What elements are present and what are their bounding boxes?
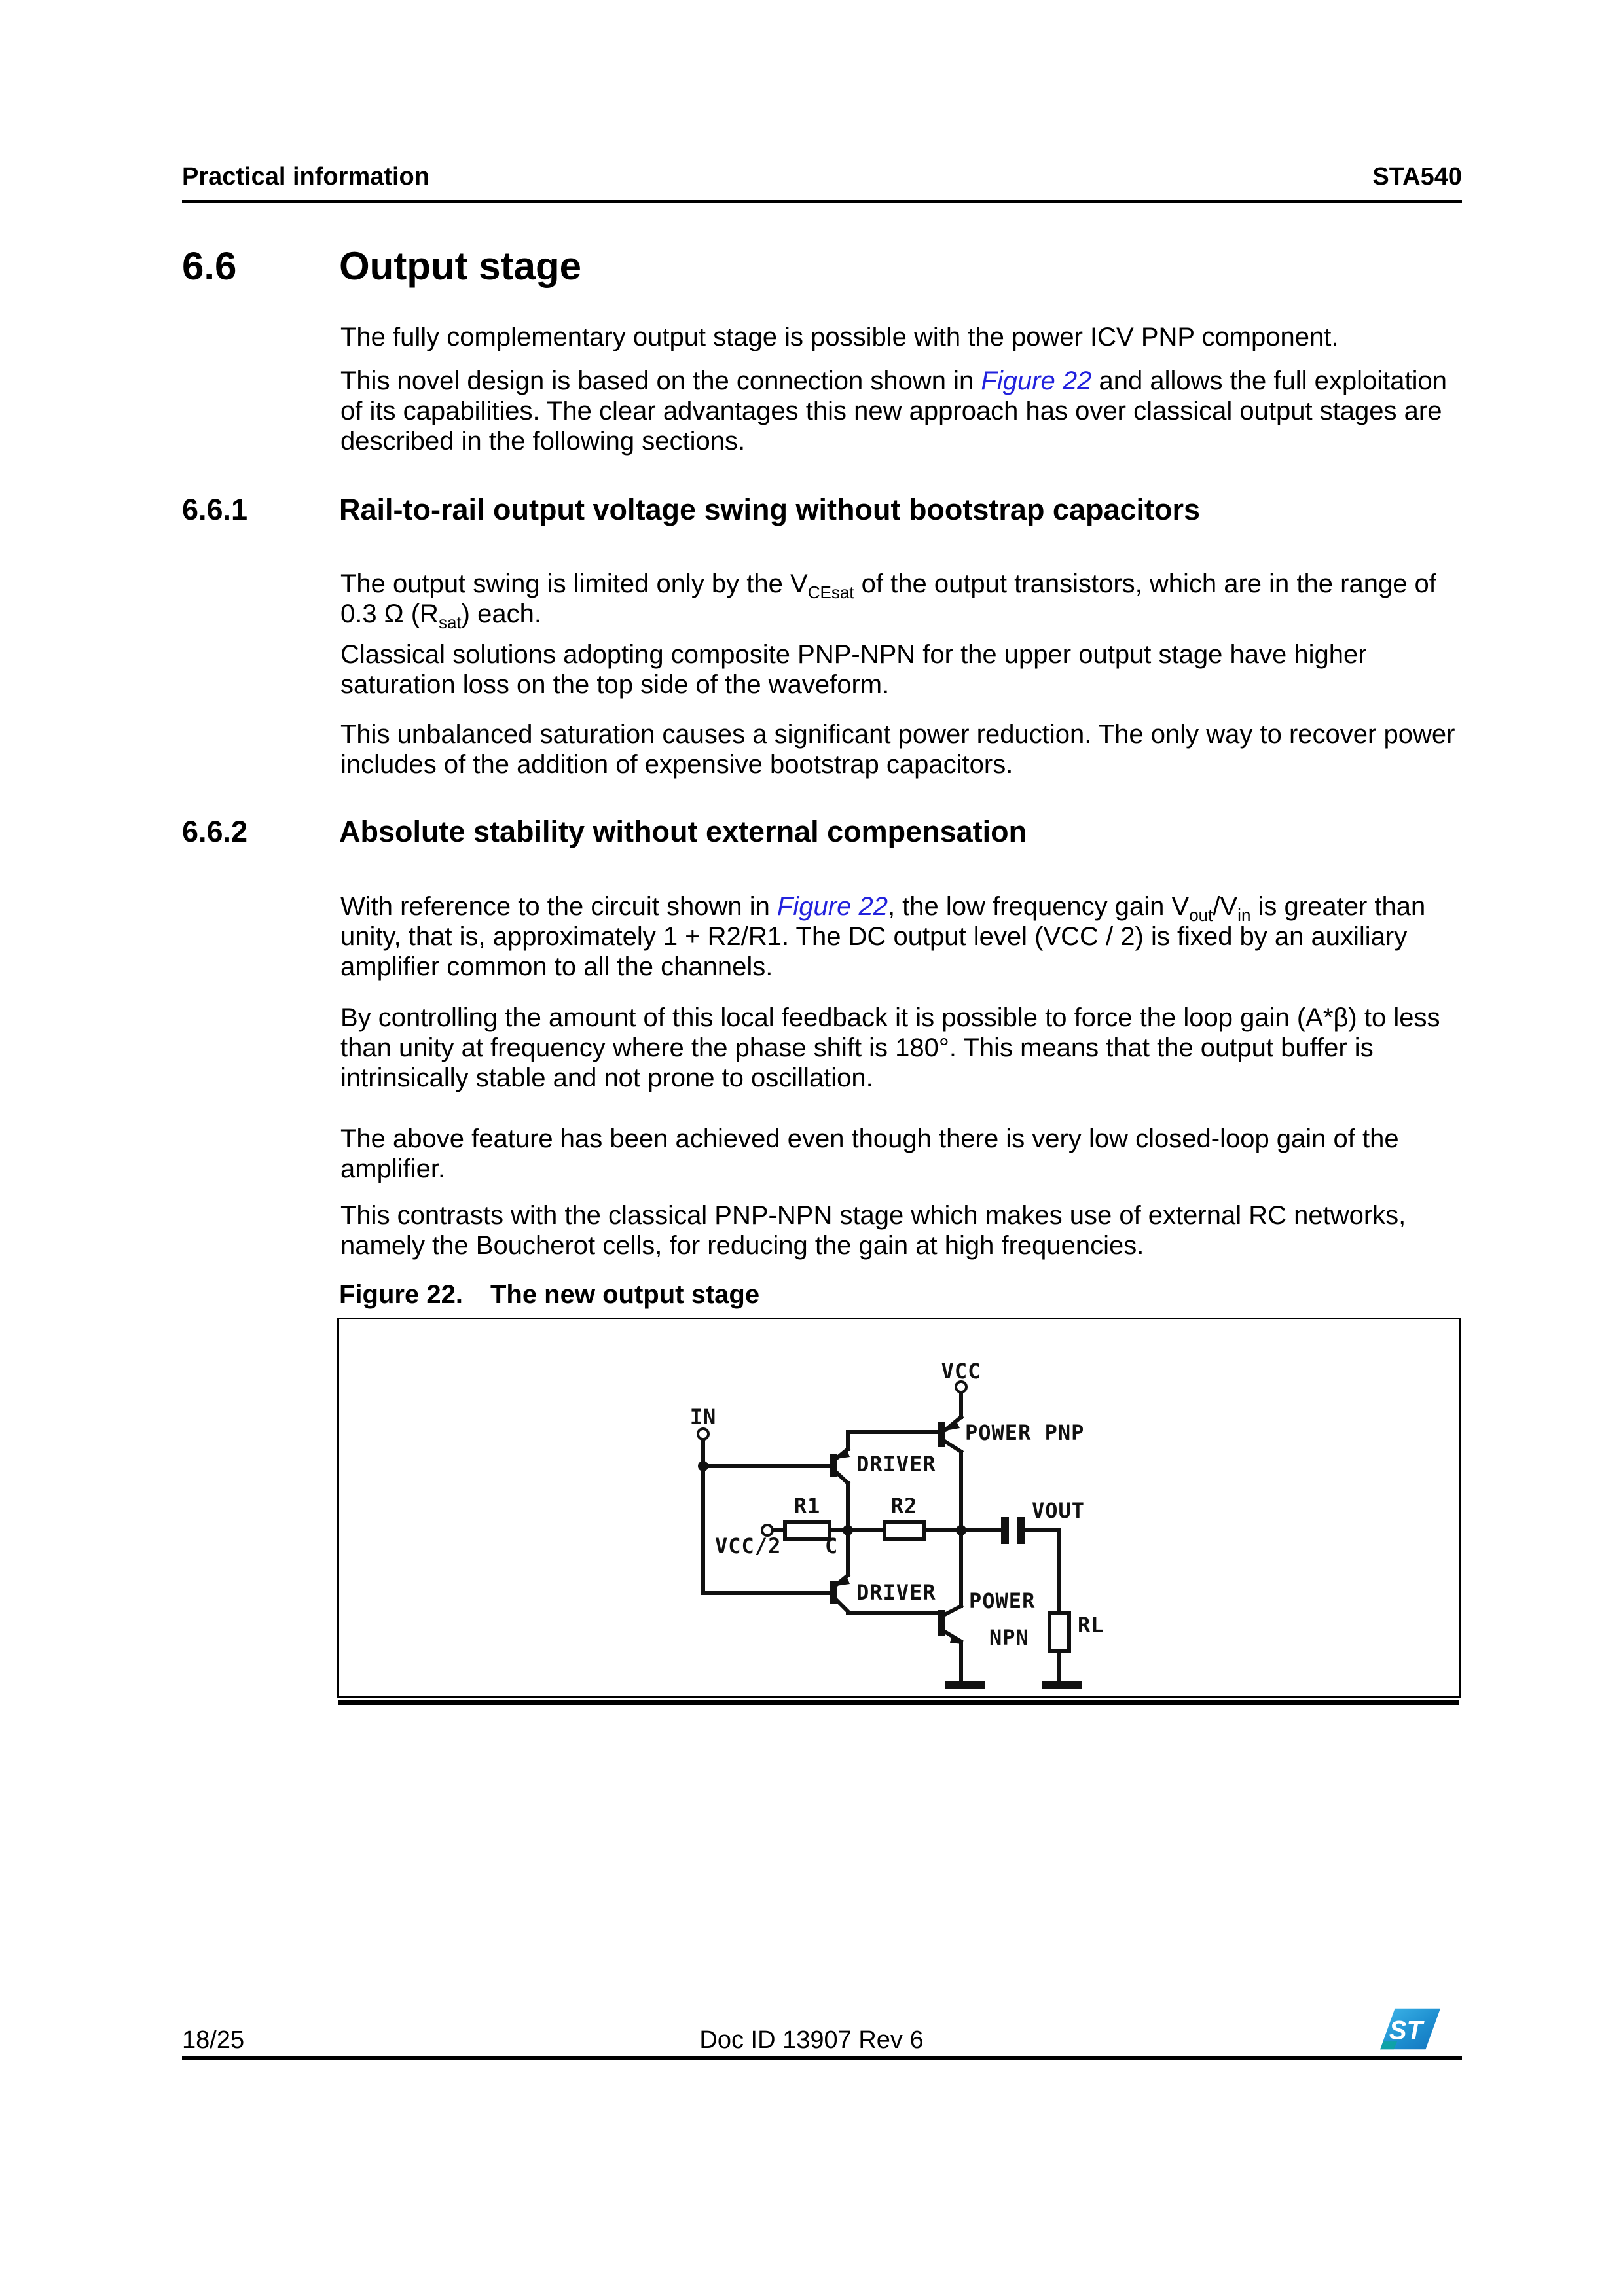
text-run: This unbalanced saturation causes a significant power reduction. The only way to recover power includes of the addition of expensive bootstrap capacitors. bbox=[340, 720, 1455, 779]
figure-22-link[interactable]: Figure 22 bbox=[981, 367, 1092, 395]
subscript-text: CEsat bbox=[807, 583, 854, 602]
resistor-r2 bbox=[884, 1522, 924, 1539]
vout-label: VOUT bbox=[1032, 1498, 1085, 1523]
rl-label: RL bbox=[1078, 1613, 1104, 1638]
figure-caption-label: Figure 22. bbox=[339, 1280, 463, 1309]
r2-label: R2 bbox=[890, 1494, 918, 1518]
in-label: IN bbox=[689, 1405, 717, 1429]
paragraph bbox=[340, 366, 1468, 456]
in-terminal bbox=[698, 1429, 708, 1439]
text-run: and allows the full exploitation of its capabilities. The clear advantages this new approach has over classical output stages are described in the following sections. bbox=[340, 367, 1447, 456]
text-run: The above feature has been achieved even though there is very low closed-loop gain of the amplifier. bbox=[340, 1124, 1399, 1183]
figure-caption bbox=[339, 1280, 759, 1310]
ground-icon bbox=[945, 1681, 985, 1689]
paragraph bbox=[340, 639, 1468, 700]
circuit-labels bbox=[690, 1359, 1104, 1650]
footer-rule bbox=[182, 2056, 1462, 2060]
section-6-6-1-number: 6.6.1 bbox=[182, 493, 248, 526]
st-logo bbox=[1380, 2005, 1440, 2053]
subscript-text: sat bbox=[438, 613, 462, 632]
header-product-label: STA540 bbox=[1372, 163, 1462, 190]
section-6-6-2-number: 6.6.2 bbox=[182, 815, 248, 848]
text-run: of the output transistors, which are in the range of 0.3 Ω (R bbox=[340, 569, 1436, 628]
section-6-6-1-title: Rail-to-rail output voltage swing without bootstrap capacitors bbox=[339, 493, 1201, 526]
vcc-label: VCC bbox=[941, 1359, 981, 1384]
section-6-6-number: 6.6 bbox=[182, 244, 237, 288]
section-6-6-title: Output stage bbox=[339, 244, 581, 288]
figure-22-link[interactable]: Figure 22 bbox=[776, 892, 888, 921]
paragraph bbox=[340, 1200, 1468, 1261]
vcc-half-label: VCC/2 bbox=[715, 1534, 782, 1558]
header-rule bbox=[182, 200, 1462, 203]
text-run: The output swing is limited only by the V bbox=[340, 569, 808, 598]
paragraph bbox=[340, 1003, 1468, 1093]
svg-text:ST: ST bbox=[1389, 2016, 1423, 2045]
resistor-r1 bbox=[785, 1522, 830, 1539]
text-run: This contrasts with the classical PNP-NPN stage which makes use of external RC networks, namely the Boucherot cells, for reducing the gain at high frequencies. bbox=[340, 1201, 1406, 1260]
ground-icon bbox=[1042, 1681, 1082, 1689]
output-stage-circuit-diagram bbox=[339, 1319, 1459, 1696]
page-number: 18/25 bbox=[182, 2026, 245, 2054]
npn-label: NPN bbox=[989, 1625, 1029, 1650]
text-run: The fully complementary output stage is possible with the power ICV PNP component. bbox=[340, 323, 1339, 351]
capacitor-icon bbox=[1001, 1517, 1025, 1544]
st-logo-icon bbox=[1380, 2005, 1440, 2053]
paragraph bbox=[340, 719, 1468, 780]
subscript-text: in bbox=[1237, 905, 1251, 925]
text-run: is greater than unity, that is, approximately 1 + R2/R1. The DC output level (VCC / 2) is fixed by an auxiliary amplifier common to all the channels. bbox=[340, 892, 1426, 981]
text-run: , the low frequency gain V bbox=[887, 892, 1190, 921]
subscript-text: out bbox=[1189, 905, 1213, 925]
r1-label: R1 bbox=[793, 1494, 821, 1518]
ground-icons bbox=[945, 1681, 1082, 1689]
paragraph bbox=[340, 322, 1468, 352]
header-section-label: Practical information bbox=[182, 163, 429, 190]
text-run: ) each. bbox=[461, 600, 541, 628]
paragraph bbox=[340, 569, 1468, 632]
driver-bottom-label: DRIVER bbox=[856, 1580, 936, 1605]
figure-frame-bottom-edge bbox=[338, 1700, 1459, 1705]
text-run: By controlling the amount of this local feedback it is possible to force the loop gain (A*β) to less than unity at frequency where the phase shift is 180°. This means that the output buffer is intrinsically stable and not prone to oscillation. bbox=[340, 1003, 1440, 1092]
paragraph bbox=[340, 891, 1468, 982]
resistor-rl bbox=[1049, 1613, 1069, 1651]
text-run: /V bbox=[1213, 892, 1238, 921]
text-run: With reference to the circuit shown in bbox=[340, 892, 777, 921]
text-run: This novel design is based on the connection shown in bbox=[340, 367, 981, 395]
paragraph bbox=[340, 1124, 1468, 1184]
power-label: POWER bbox=[969, 1588, 1036, 1613]
doc-reference: Doc ID 13907 Rev 6 bbox=[699, 2026, 924, 2054]
c-node-label: C bbox=[825, 1534, 839, 1558]
figure-frame bbox=[337, 1318, 1461, 1698]
power-pnp-label: POWER PNP bbox=[965, 1420, 1085, 1445]
section-6-6-2-title: Absolute stability without external compensation bbox=[339, 815, 1027, 848]
text-run: Classical solutions adopting composite PNP-NPN for the upper output stage have higher saturation loss on the top side of the waveform. bbox=[340, 640, 1367, 699]
driver-top-label: DRIVER bbox=[856, 1452, 936, 1477]
figure-caption-title: The new output stage bbox=[490, 1280, 760, 1309]
